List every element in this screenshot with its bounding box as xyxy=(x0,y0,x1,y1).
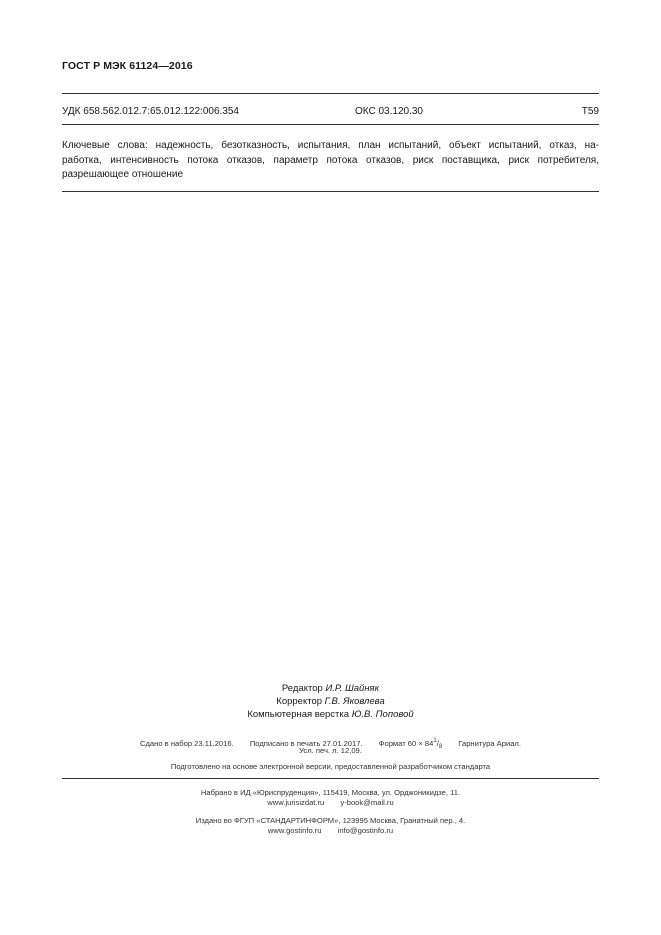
published-line: Издано во ФГУП «СТАНДАРТИНФОРМ», 123995 Москва, Гранатный пер., 4. xyxy=(195,816,466,825)
published-contacts xyxy=(62,825,599,837)
imprint-divider xyxy=(62,778,599,779)
published-site-link[interactable]: www.gostinfo.ru xyxy=(267,826,322,835)
layout-name: Ю.В. Поповой xyxy=(351,709,414,720)
classification-divider xyxy=(62,124,599,125)
keywords-line-1: Ключевые слова: надежность, безотказность, испытания, план испытаний, объект испытаний, отказ, на- xyxy=(62,140,599,151)
prepared-note: Подготовлено на основе электронной версии, предоставленной разработчиком стандарта xyxy=(170,762,491,771)
typeset-line: Набрано в ИД «Юриспруденция», 115419, Москва, ул. Орджоникидзе, 11. xyxy=(200,788,461,797)
corrector-line: Корректор Г.В. Яковлева xyxy=(276,696,385,707)
layout-line: Компьютерная верстка Ю.В. Поповой xyxy=(247,709,414,720)
published-email-link[interactable]: info@gostinfo.ru xyxy=(337,826,394,835)
top-divider xyxy=(62,93,599,94)
standard-title: ГОСТ Р МЭК 61124—2016 xyxy=(62,60,193,72)
keywords-line-2: работка, интенсивность потока отказов, параметр потока отказов, риск поставщика, риск потребителя, xyxy=(62,154,599,166)
submitted-date: Сдано в набор 23.11.2016. xyxy=(140,739,234,748)
udk-code: УДК 658.562.012.7:65.012.122:006.354 xyxy=(62,106,239,117)
keywords-line-3: разрешающее отношение xyxy=(62,169,184,180)
oks-code: ОКС 03.120.30 xyxy=(355,106,423,117)
keywords-divider xyxy=(62,191,599,192)
typeset-email-link[interactable]: y-book@mail.ru xyxy=(340,798,394,807)
typeface-info: Гарнитура Ариал. xyxy=(458,739,521,748)
format-info: Формат $60 \times 84^1/_8$ xyxy=(378,738,443,750)
t-code: Т59 xyxy=(581,106,599,117)
signed-date: Подписано в печать 27.01.2017. xyxy=(249,739,363,748)
typeset-site-link[interactable]: www.jurisizdat.ru xyxy=(267,798,325,807)
typeset-contacts xyxy=(62,797,599,809)
credits-block xyxy=(62,682,599,721)
editor-line: Редактор И.Р. Шайняк xyxy=(281,683,380,694)
keywords-block xyxy=(62,139,599,183)
corrector-name: Г.В. Яковлева xyxy=(324,696,385,707)
editor-name: И.Р. Шайняк xyxy=(325,683,380,694)
sheets-line: Усл. печ. л. 12,09. xyxy=(299,746,362,755)
